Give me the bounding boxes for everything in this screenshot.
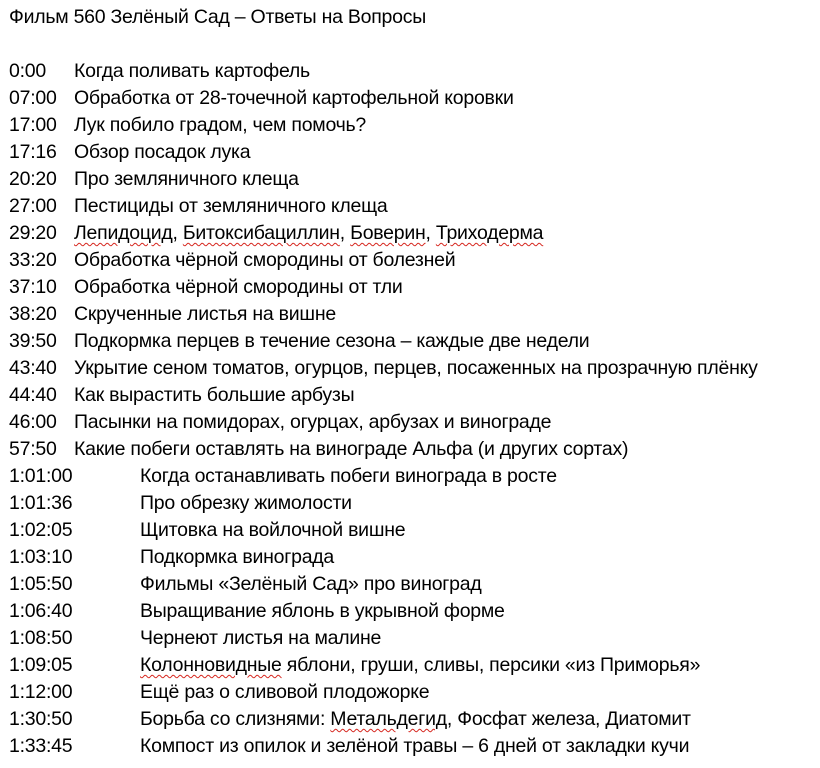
entry-text: Лук побило градом, чем помочь?	[74, 114, 367, 136]
entry-description	[74, 166, 299, 193]
entry-text: Борьба со слизнями:	[140, 708, 331, 730]
timecode: 1:02:05	[9, 519, 73, 541]
timecode-entry	[9, 598, 758, 625]
entry-text: ,	[425, 222, 436, 244]
timecode: 27:00	[9, 195, 57, 217]
entry-text: Компост из опилок и зелёной травы – 6 дней от закладки кучи	[140, 735, 690, 757]
entry-text: Как вырастить большие арбузы	[74, 384, 355, 406]
entry-text: Обработка чёрной смородины от тли	[74, 276, 403, 298]
timecode-entry	[9, 112, 758, 139]
spellcheck-flagged-word: Битоксибациллин	[182, 222, 340, 244]
timecode: 1:01:00	[9, 465, 73, 487]
entry-description	[140, 706, 691, 733]
timecode-entry	[9, 436, 758, 463]
entry-description	[74, 382, 354, 409]
timecode-entry	[9, 517, 758, 544]
timecode-entry	[9, 409, 758, 436]
timecode: 1:03:10	[9, 546, 73, 568]
entry-text: Подкормка перцев в течение сезона – каждые две недели	[74, 330, 590, 352]
timecode-entry	[9, 571, 758, 598]
spellcheck-flagged-word: Боверин	[350, 222, 426, 244]
timecode-entry	[9, 58, 758, 85]
timecode: 17:16	[9, 141, 57, 163]
timecode: 29:20	[9, 222, 57, 244]
entry-description	[140, 652, 700, 679]
entry-text: Когда останавливать побеги винограда в росте	[140, 465, 557, 487]
timecode-entry	[9, 679, 758, 706]
timecode-entry	[9, 220, 758, 247]
timecode: 46:00	[9, 411, 57, 433]
entry-text: Выращивание яблонь в укрывной форме	[140, 600, 505, 622]
entry-description	[74, 139, 250, 166]
timecode-entry	[9, 544, 758, 571]
entry-text: Обработка от 28-точечной картофельной коровки	[74, 87, 514, 109]
timecode-entry	[9, 355, 758, 382]
spellcheck-flagged-word: Лепидоцид	[74, 222, 173, 244]
entry-description	[74, 58, 310, 85]
timecode: 07:00	[9, 87, 57, 109]
spellcheck-flagged-word: Триходерма	[435, 222, 544, 244]
timecode-entry	[9, 139, 758, 166]
entry-description	[140, 679, 429, 706]
timecode: 57:50	[9, 438, 57, 460]
timecode: 43:40	[9, 357, 57, 379]
entry-description	[140, 625, 381, 652]
entry-text: Когда поливать картофель	[74, 60, 310, 82]
entry-description	[140, 733, 689, 760]
timecode-entry	[9, 706, 758, 733]
entry-text: яблони, груши, сливы, персики «из Приморья»	[281, 654, 701, 676]
timecode-entry	[9, 382, 758, 409]
entry-description	[74, 355, 758, 382]
entry-description	[140, 598, 505, 625]
timecode: 38:20	[9, 303, 57, 325]
timecode-entry	[9, 301, 758, 328]
entry-description	[74, 85, 514, 112]
timecode: 1:08:50	[9, 627, 73, 649]
entry-text: Фильмы «Зелёный Сад» про виноград	[140, 573, 482, 595]
entry-text: Обзор посадок лука	[74, 141, 251, 163]
entry-description	[140, 463, 557, 490]
timecode-entry	[9, 166, 758, 193]
timecode: 20:20	[9, 168, 57, 190]
entry-description	[74, 409, 551, 436]
entry-description	[140, 517, 405, 544]
entry-description	[74, 220, 543, 247]
entry-description	[74, 112, 366, 139]
entry-text: Скрученные листья на вишне	[74, 303, 336, 325]
entry-text: Укрытие сеном томатов, огурцов, перцев, посаженных на прозрачную плёнку	[74, 357, 758, 379]
timecode: 1:33:45	[9, 735, 73, 757]
timecode: 44:40	[9, 384, 57, 406]
timecode: 1:09:05	[9, 654, 73, 676]
timecode: 33:20	[9, 249, 57, 271]
entry-description	[140, 490, 352, 517]
entry-text: Пестициды от земляничного клеща	[74, 195, 388, 217]
timecode-entry	[9, 463, 758, 490]
entry-text: Чернеют листья на малине	[140, 627, 382, 649]
timecode-entry	[9, 193, 758, 220]
timecode: 39:50	[9, 330, 57, 352]
timecode: 37:10	[9, 276, 57, 298]
timecode: 1:30:50	[9, 708, 73, 730]
entry-text: ,	[339, 222, 351, 244]
spellcheck-flagged-word: Метальдегид	[330, 708, 447, 730]
entry-text: Подкормка винограда	[140, 546, 335, 568]
entry-text: Ещё раз о сливовой плодожорке	[140, 681, 430, 703]
timecode-entry	[9, 652, 758, 679]
entry-text: Про земляничного клеща	[74, 168, 299, 190]
timecode: 1:05:50	[9, 573, 73, 595]
entry-text: Какие побеги оставлять на винограде Альфа (и других сортах)	[74, 438, 629, 460]
entry-text: , Фосфат железа, Диатомит	[446, 708, 691, 730]
entry-description	[74, 436, 628, 463]
timecode-entry	[9, 733, 758, 760]
entry-description	[74, 247, 455, 274]
timecode-entry	[9, 247, 758, 274]
timecode-entry	[9, 274, 758, 301]
timecode-entry	[9, 625, 758, 652]
entry-description	[74, 274, 403, 301]
entry-text: Щитовка на войлочной вишне	[140, 519, 406, 541]
timecode: 1:01:36	[9, 492, 73, 514]
timecode-list	[9, 58, 758, 760]
entry-description	[140, 571, 481, 598]
timecode-entry	[9, 328, 758, 355]
timecode-entry	[9, 85, 758, 112]
spellcheck-flagged-word: Колонновидные	[140, 654, 282, 676]
entry-description	[74, 301, 336, 328]
entry-description	[74, 193, 387, 220]
timecode-entry	[9, 490, 758, 517]
entry-text: Пасынки на помидорах, огурцах, арбузах и винограде	[74, 411, 552, 433]
timecode: 17:00	[9, 114, 57, 136]
timecode: 0:00	[9, 60, 46, 82]
entry-text: Обработка чёрной смородины от болезней	[74, 249, 456, 271]
entry-description	[140, 544, 334, 571]
entry-text: ,	[172, 222, 183, 244]
timecode: 1:06:40	[9, 600, 73, 622]
entry-text: Про обрезку жимолости	[140, 492, 352, 514]
entry-description	[74, 328, 589, 355]
document-title: Фильм 560 Зелёный Сад – Ответы на Вопросы	[9, 6, 426, 28]
timecode: 1:12:00	[9, 681, 73, 703]
